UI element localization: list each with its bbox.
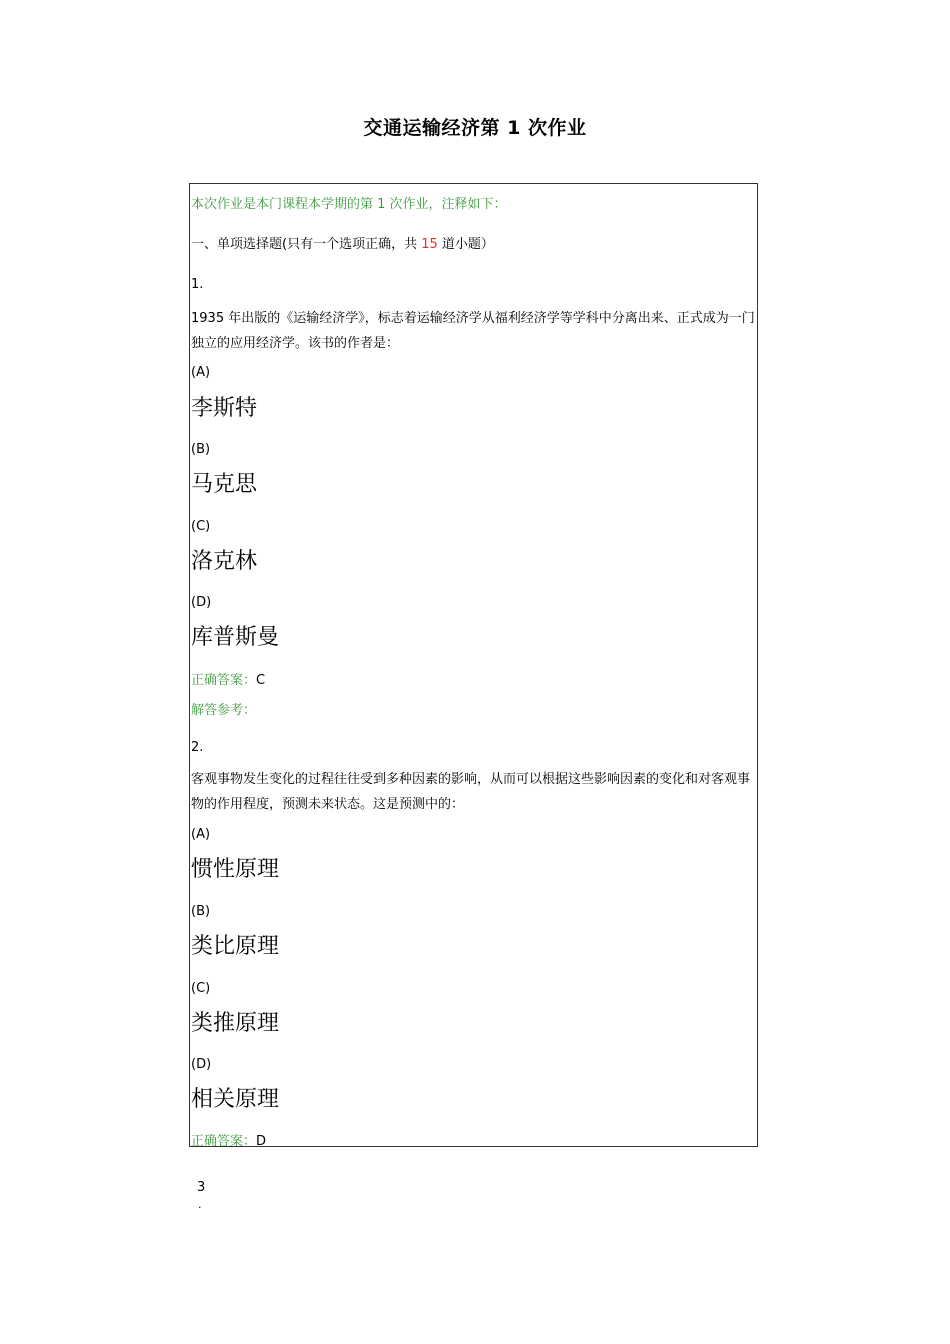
question-1-option-a-text[interactable]: 李斯特 [191,396,258,421]
question-1-answer [191,669,265,688]
next-question-number: 3 [197,1180,206,1195]
section-heading [191,233,494,252]
question-2-option-a-label: (A) [191,827,211,842]
question-2-option-b-label: (B) [191,904,211,919]
question-2-option-c-text[interactable]: 类推原理 [191,1011,280,1036]
question-2-option-d-text[interactable]: 相关原理 [191,1087,280,1112]
question-1-option-d-label: (D) [191,595,212,610]
question-2-text: 客观事物发生变化的过程往往受到多种因素的影响，从而可以根据这些影响因素的变化和对客观事物的作用程度，预测未来状态。这是预测中的： [191,772,751,812]
question-1-text: 1935 年出版的《运输经济学》，标志着运输经济学从福利经济学等学科中分离出来、正式成为一门独立的应用经济学。该书的作者是： [191,311,755,351]
question-2-option-c-label: (C) [191,981,211,996]
answer-label: 正确答案： [191,1134,257,1149]
intro-note: 本次作业是本门课程本学期的第 1 次作业，注释如下： [191,197,507,212]
question-1-option-a-label: (A) [191,365,211,380]
question-1-option-b-text[interactable]: 马克思 [191,472,258,497]
question-1-number: 1. [191,277,204,292]
question-1-option-c-text[interactable]: 洛克林 [191,549,258,574]
question-1-option-d-text[interactable]: 库普斯曼 [191,625,280,650]
question-2-answer [191,1130,266,1149]
next-question-dot: . [198,1198,202,1211]
question-2-number: 2. [191,740,204,755]
document-title: 交通运输经济第 1 次作业 [363,117,587,139]
section-heading-suffix: 道小题） [437,237,494,252]
question-1-option-b-label: (B) [191,442,211,457]
question-2-option-a-text[interactable]: 惯性原理 [191,857,280,882]
answer-label: 正确答案： [191,673,257,688]
section-heading-prefix: 一、单项选择题(只有一个选项正确，共 [191,237,422,252]
question-2-option-d-label: (D) [191,1057,212,1072]
question-1-option-c-label: (C) [191,519,211,534]
question-2-option-b-text[interactable]: 类比原理 [191,934,280,959]
homework-panel [189,183,758,1147]
question-1-explanation-label: 解答参考： [191,703,257,718]
question-count: 15 [421,237,438,252]
answer-value: D [256,1134,267,1149]
answer-value: C [256,673,266,688]
